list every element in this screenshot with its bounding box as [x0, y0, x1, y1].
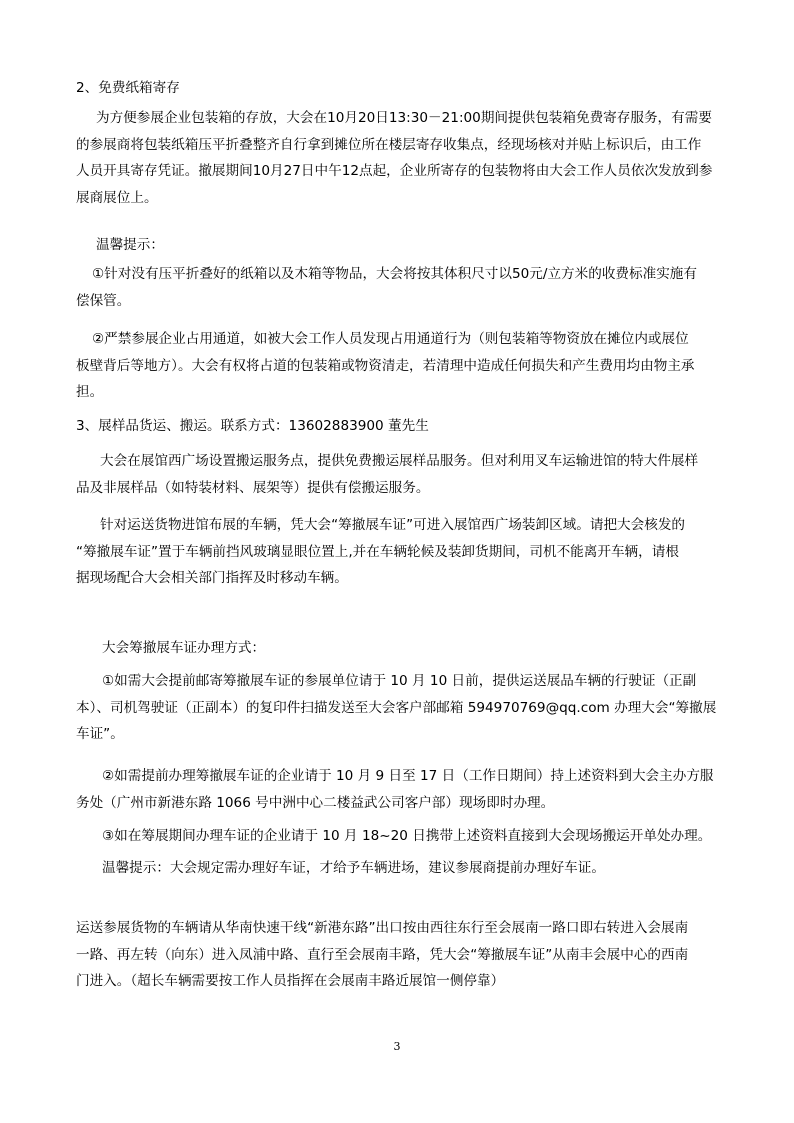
permit-item-2: ②如需提前办理筹撤展车证的企业请于 10 月 9 日至 17 日（工作日期间）持上述资料到大会主办方服 务处（广州市新港东路 1066 号中洲中心二楼益武公司客户部）现场即时办理。 [76, 768, 714, 811]
section-2-body: 为方便参展企业包装箱的存放，大会在10月20日13:30－21:00期间提供包装箱免费寄存服务，有需要 的参展商将包装纸箱压平折叠整齐自行拿到摊位所在楼层寄存收集点，经现场核对并贴上标识后，由工作 人员开具寄存凭证。撤展期间10月27日中午12点起，企业所寄存的包装物将由大会工作人员依次发放到参 展商展位上。 [76, 110, 713, 207]
section-3-paragraph-2: 针对运送货物进馆布展的车辆，凭大会“筹撤展车证”可进入展馆西广场装卸区域。请把大会核发的 “筹撤展车证”置于车辆前挡风玻璃显眼位置上,并在车辆轮候及装卸货期间，司机不能离开车辆，请根 据现场配合大会相关部门指挥及时移动车辆。 [76, 517, 686, 587]
route-paragraph: 运送参展货物的车辆请从华南快速干线“新港东路”出口按由西往东行至会展南一路口即右转进入会展南 一路、再左转（向东）进入凤浦中路、直行至会展南丰路，凭大会“筹撤展车证”从南丰会展中心的西南 门进入。（超长车辆需要按工作人员指挥在会展南丰路近展馆一侧停靠） [76, 920, 689, 990]
section-3-heading: 3、展样品货运、搬运。联系方式：13602883900 董先生 [76, 418, 429, 434]
section-2-tip-title: 温馨提示： [96, 237, 164, 253]
section-2-heading: 2、免费纸箱寄存 [76, 80, 180, 96]
permit-tip: 温馨提示：大会规定需办理好车证，才给予车辆进场，建议参展商提前办理好车证。 [102, 860, 605, 876]
section-3-paragraph-1: 大会在展馆西广场设置搬运服务点，提供免费搬运展样品服务。但对利用叉车运输进馆的特大件展样 品及非展样品（如特装材料、展架等）提供有偿搬运服务。 [76, 453, 699, 496]
section-2-tip-2: ②严禁参展企业占用通道，如被大会工作人员发现占用通道行为（则包装箱等物资放在摊位内或展位 板壁背后等地方）。大会有权将占道的包装箱或物资清走，若清理中造成任何损失和产生费用均由物主承 担。 [76, 331, 695, 401]
page-number: 3 [393, 1040, 401, 1053]
permit-item-3: ③如在筹展期间办理车证的企业请于 10 月 18~20 日携带上述资料直接到大会现场搬运开单处办理。 [102, 828, 712, 844]
permit-item-1: ①如需大会提前邮寄筹撤展车证的参展单位请于 10 月 10 日前，提供运送展品车辆的行驶证（正副 本）、司机驾驶证（正副本）的复印件扫描发送至大会客户部邮箱 594970769@qq.com 办理大会“筹撤展 车证”。 [76, 673, 717, 743]
section-2-tip-1: ①针对没有压平折叠好的纸箱以及木箱等物品，大会将按其体积尺寸以50元/立方米的收费标准实施有 偿保管。 [76, 266, 697, 309]
permit-title: 大会筹撤展车证办理方式： [102, 640, 266, 656]
